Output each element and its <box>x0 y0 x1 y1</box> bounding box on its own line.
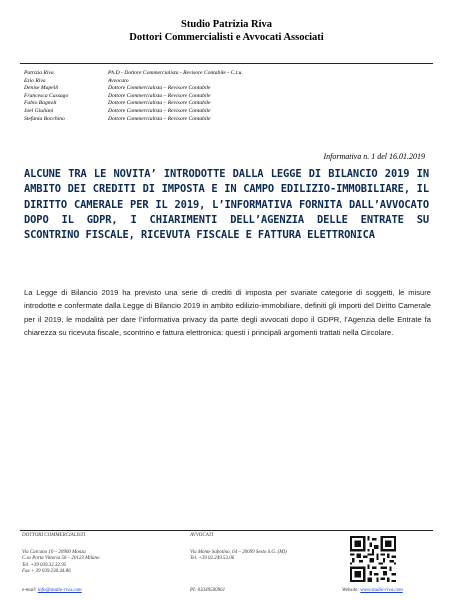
footer-heading: DOTTORI COMMERCIALISTI <box>22 533 86 538</box>
staff-row <box>24 108 243 116</box>
footer-website <box>342 588 403 593</box>
informativa-reference: Informativa n. 1 del 16.01.2019 <box>323 152 425 161</box>
staff-name: Patrizia Riva <box>24 70 54 76</box>
footer-avvocati <box>190 533 287 563</box>
staff-title: Dottore Commercialista – Revisore Contabile <box>108 100 211 107</box>
staff-list <box>24 70 243 123</box>
staff-row <box>24 70 243 78</box>
document-headline: ALCUNE TRA LE NOVITA’ INTRODOTTE DALLA LEGGE DI BILANCIO 2019 IN AMBITO DEI CREDITI DI IMPOSTA E IN CAMPO EDILIZIO-IMMOBILIARE, IL DIRITTO CAMERALE PER IL 2019, L’INFORMATIVA FORNITA DALL’AVVOCATO DOPO IL GDPR, I CHIARIMENTI DELL’AGENZIA DELLE ENTRATE SU SCONTRINO FISCALE, RICEVUTA FISCALE E FATTURA ELETTRONICA <box>24 168 429 242</box>
firm-name: Studio Patrizia Riva <box>181 19 272 30</box>
staff-row <box>24 78 243 86</box>
footer-address-line: Via Monte Sabotino, 64 – 20099 Sesto S.G. (MI) <box>190 549 287 555</box>
email-label: e-mail: <box>22 588 38 593</box>
summary-paragraph: La Legge di Bilancio 2019 ha previsto una serie di crediti di imposta per svariate categorie di soggetti, le misure introdotte e confermate dalla Legge di Bilancio 2019 in ambito edilizio-immobiliare, definiti gli importi del Diritto Camerale per il 2019, le modalità per dare l’informativa privacy da parte degli avvocati dopo il GDPR, l’Agenzia delle Entrate fa chiarezza su ricevuta fiscale, scontrino e fattura elettronica: questi i principali argomenti trattati nella Circolare. <box>24 288 431 338</box>
header-divider <box>20 63 433 64</box>
staff-row <box>24 116 243 124</box>
footer-heading: AVVOCATI <box>190 533 214 538</box>
footer-piva: PI: 03349500961 <box>190 588 226 593</box>
staff-title: Dottore Commercialista – Revisore Contabile <box>108 107 211 114</box>
letterhead <box>0 18 453 44</box>
firm-subtitle: Dottori Commercialisti e Avvocati Associati <box>129 32 324 43</box>
staff-name: Denise Mapelli <box>24 85 59 92</box>
footer-email <box>22 588 82 593</box>
footer-address-line: C.so Porta Vittoria 56 – 20123 Milano <box>22 556 100 562</box>
footer-commercialisti <box>22 533 100 576</box>
staff-name: Stefania Bocchino <box>24 115 65 122</box>
staff-row <box>24 85 243 93</box>
staff-name: Ezio Riva <box>24 77 46 84</box>
staff-name: Francesca Cassago <box>24 92 69 99</box>
staff-title: Dottore Commercialista – Revisore Contabile <box>108 85 211 92</box>
website-label: Website: <box>342 588 361 593</box>
staff-row <box>24 100 243 108</box>
staff-name: Joel Giuliani <box>24 107 54 114</box>
staff-title: Dottore Commercialista – Revisore Contabile <box>108 92 211 99</box>
staff-row <box>24 93 243 101</box>
footer-phone: Tel. +39 02.249.53.06 <box>190 556 235 562</box>
footer-divider <box>20 530 433 531</box>
staff-name: Fabio Bagnoli <box>24 100 57 107</box>
footer-address-line: Via Carcano 10 – 20900 Monza <box>22 549 86 555</box>
email-link[interactable]: info@studio-riva.com <box>37 588 82 593</box>
footer-phone: Tel. +39 039.32.32.95 <box>22 562 67 568</box>
staff-title: Dottore Commercialista – Revisore Contabile <box>108 115 211 122</box>
website-link[interactable]: www.studio-riva.com <box>360 588 403 593</box>
footer-fax: Fax + 39 039.230.44.86 <box>22 569 71 575</box>
staff-title: Ph.D - Dottore Commercialista - Revisore Contabile - C.t.u. <box>108 70 243 76</box>
qr-code-icon <box>350 536 396 582</box>
staff-title: Avvocato <box>108 77 129 84</box>
